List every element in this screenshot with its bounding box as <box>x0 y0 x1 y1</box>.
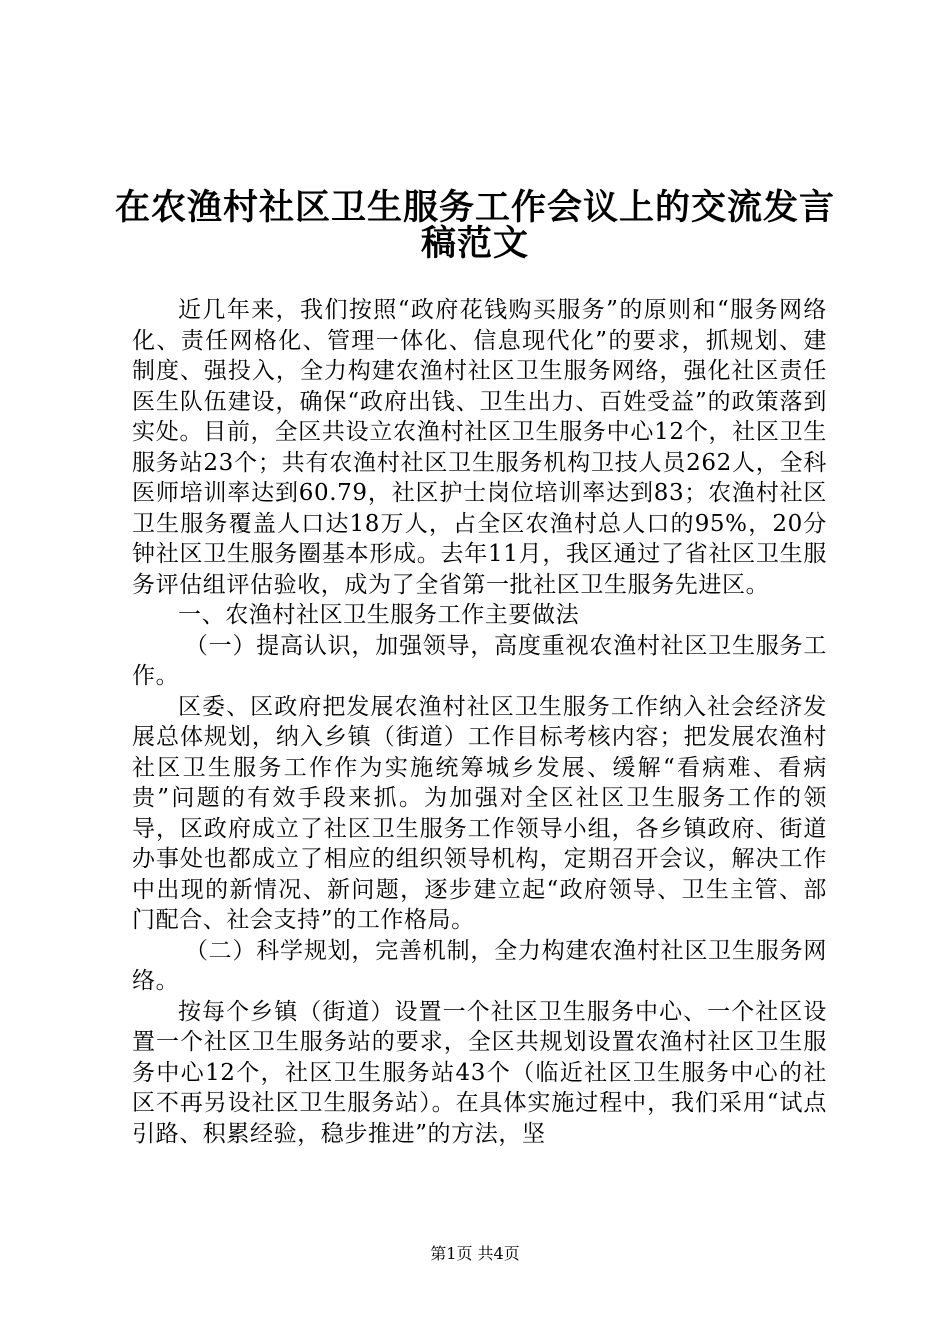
document-body <box>132 295 827 1149</box>
document-title-line-2: 稿范文 <box>420 223 529 264</box>
subsection-heading-1: （一）提高认识，加强领导，高度重视农渔村社区卫生服务工作。 <box>132 632 827 689</box>
section-heading-1: 一、农渔村社区卫生服务工作主要做法 <box>178 602 580 628</box>
page-number-footer: 第1页 共4页 <box>430 1244 520 1263</box>
document-title-line-1: 在农渔村社区卫生服务工作会议上的交流发言 <box>114 187 835 228</box>
paragraph-leadership: 区委、区政府把发展农渔村社区卫生服务工作纳入社会经济发展总体规划，纳入乡镇（街道）工作目标考核内容；把发展农渔村社区卫生服务工作作为实施统筹城乡发展、缓解“看病难、看病贵”问题的有效手段来抓。为加强对全区社区卫生服务工作的领导，区政府成立了社区卫生服务工作领导小组，各乡镇政府、街道办事处也都成立了相应的组织领导机构，定期召开会议，解决工作中出现的新情况、新问题，逐步建立起“政府领导、卫生主管、部门配合、社会支持”的工作格局。 <box>132 693 827 933</box>
paragraph-planning: 按每个乡镇（街道）设置一个社区卫生服务中心、一个社区设置一个社区卫生服务站的要求，全区共规划设置农渔村社区卫生服务中心12个，社区卫生服务站43个（临近社区卫生服务中心的社区不再另设社区卫生服务站）。在具体实施过程中，我们采用“试点引路、积累经验，稳步推进”的方法，坚 <box>132 998 827 1147</box>
subsection-heading-2: （二）科学规划，完善机制，全力构建农渔村社区卫生服务网络。 <box>132 937 827 994</box>
paragraph-intro: 近几年来，我们按照“政府花钱购买服务”的原则和“服务网络化、责任网格化、管理一体化、信息现代化”的要求，抓规划、建制度、强投入，全力构建农渔村社区卫生服务网络，强化社区责任医生队伍建设，确保“政府出钱、卫生出力、百姓受益”的政策落到实处。目前，全区共设立农渔村社区卫生服务中心12个，社区卫生服务站23个；共有农渔村社区卫生服务机构卫技人员262人，全科医师培训率达到60.79，社区护士岗位培训率达到83；农渔村社区卫生服务覆盖人口达18万人，占全区农渔村总人口的95%，20分钟社区卫生服务圈基本形成。去年11月，我区通过了省社区卫生服务评估组评估验收，成为了全省第一批社区卫生服务先进区。 <box>132 297 827 598</box>
